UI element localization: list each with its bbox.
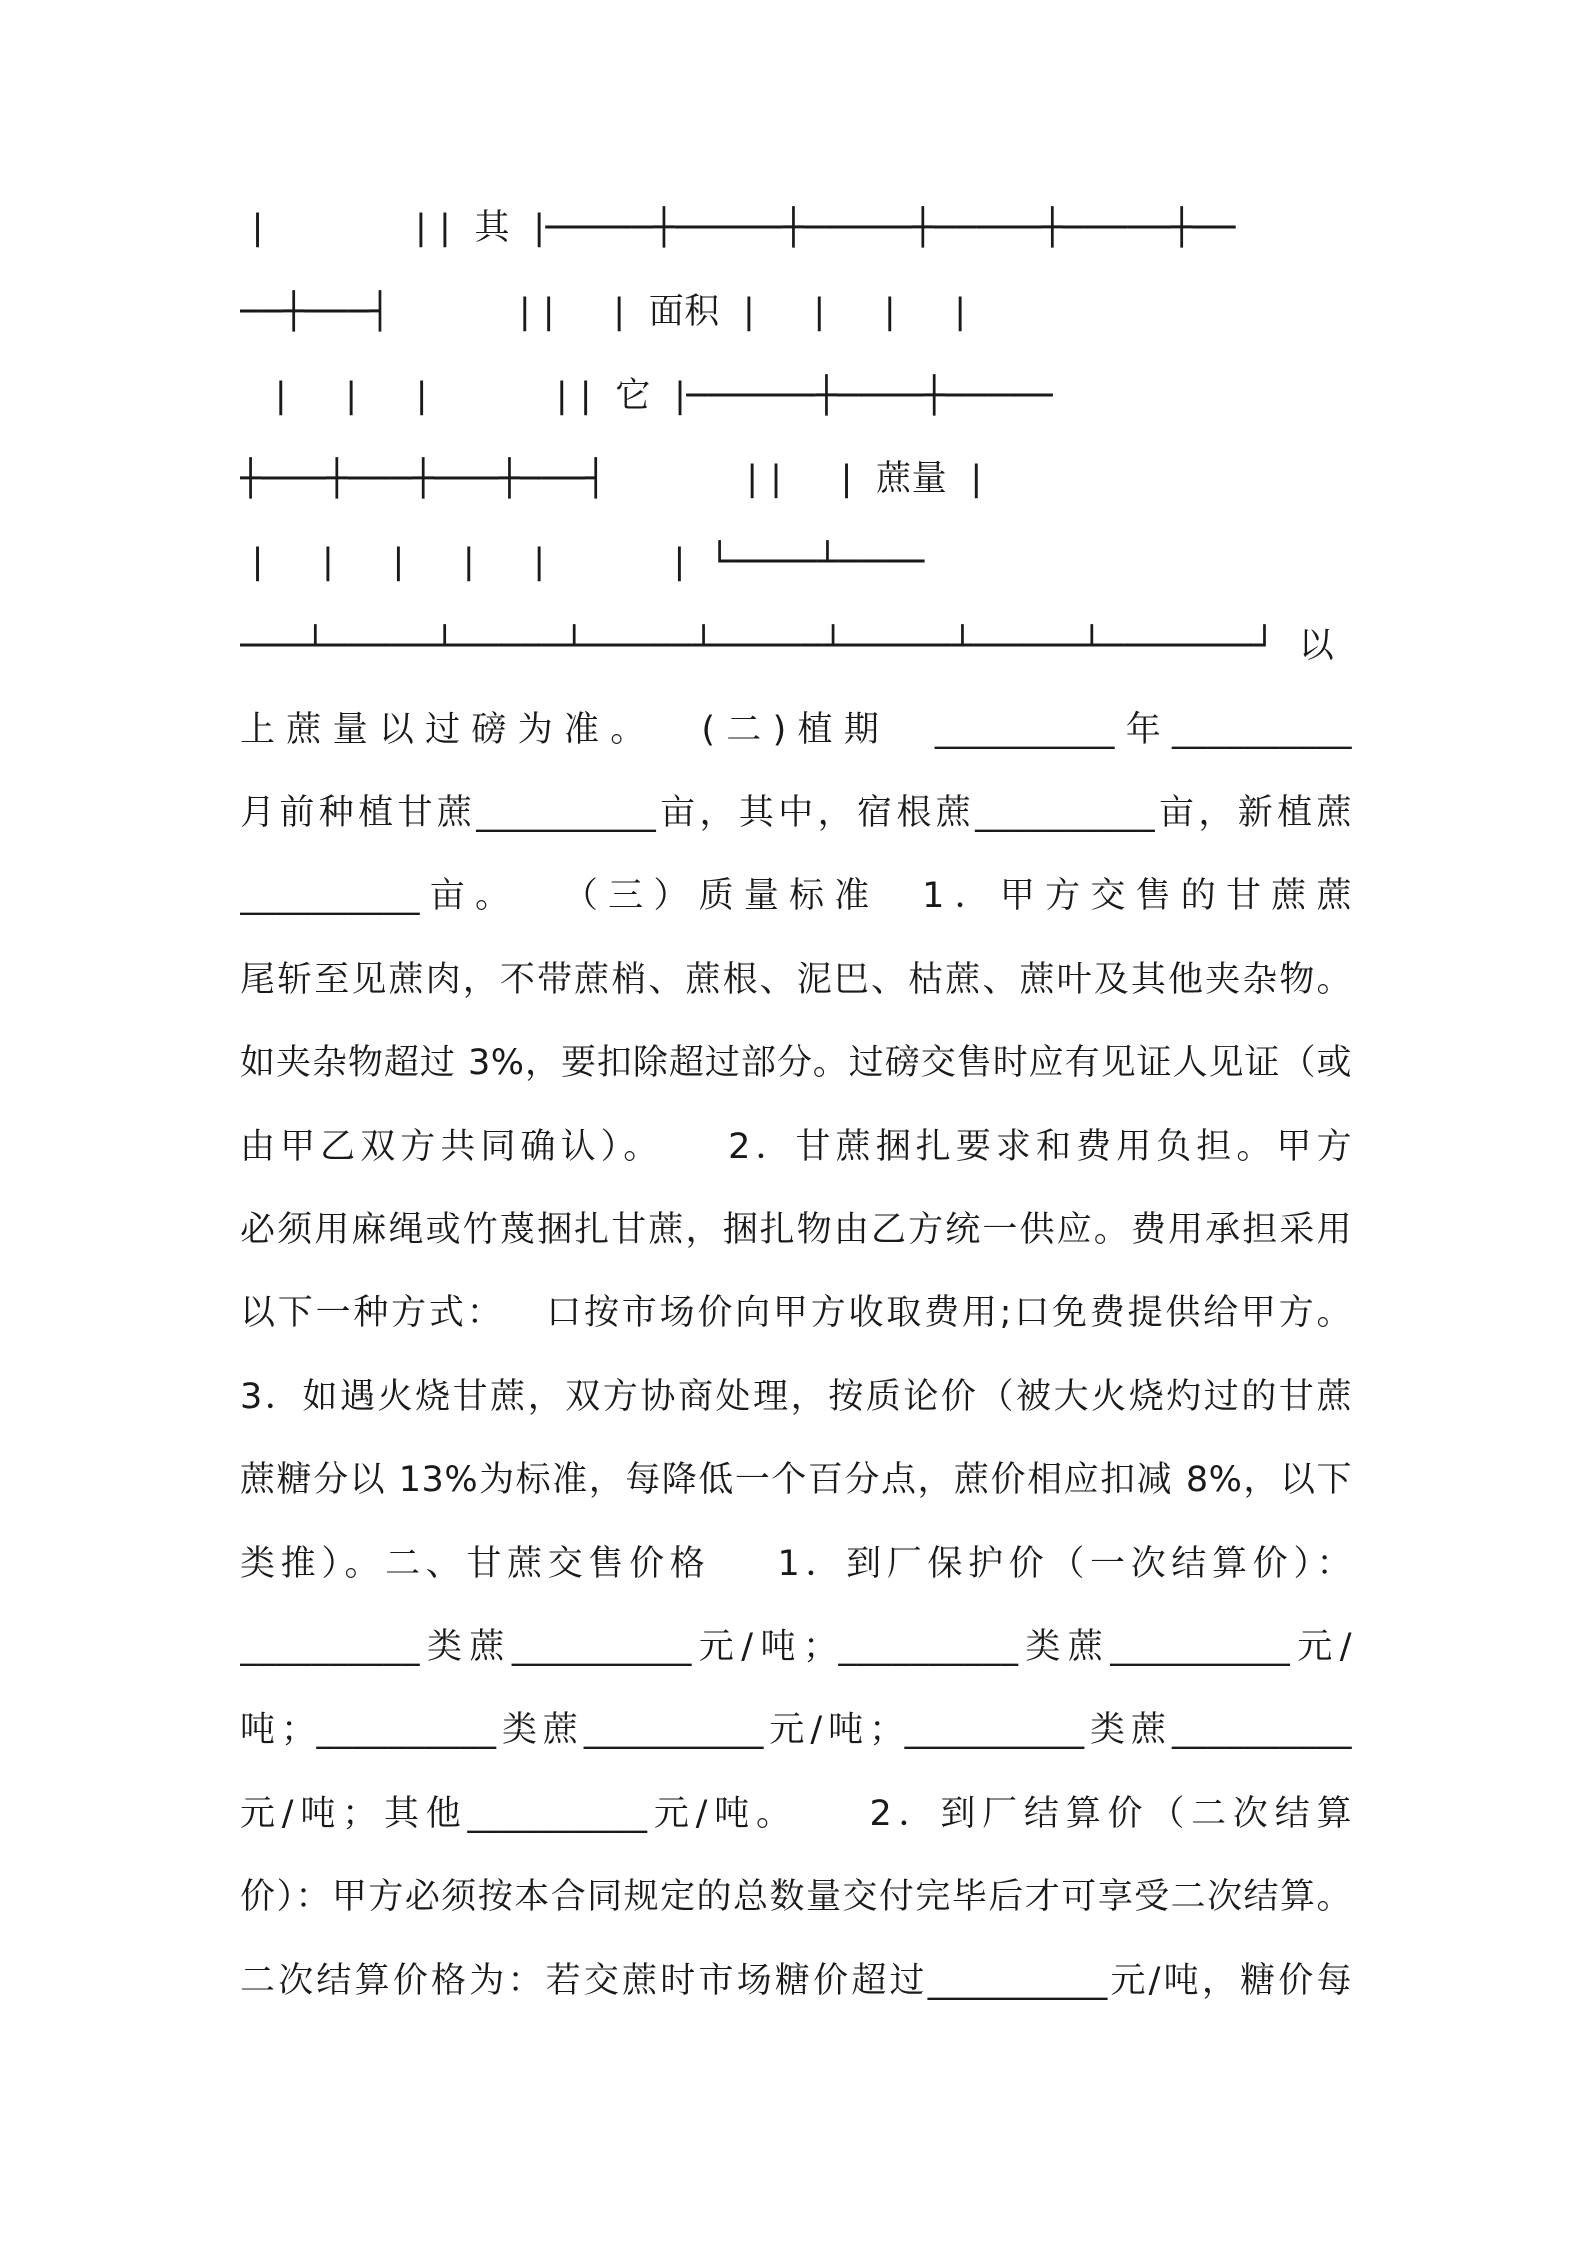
- text-line: 元/吨；其他__________元/吨。 2．到厂结算价（二次结算: [240, 1794, 1352, 1834]
- text-line: 以下一种方式： 口按市场价向甲方收取费用;口免费提供给甲方。: [240, 1293, 1352, 1333]
- text-line: 二次结算价格为：若交蔗时市场糖价超过__________元/吨，糖价每: [240, 1961, 1352, 2001]
- table-row-3: | | | | | 它 |──────┼────┼─────: [240, 376, 1054, 416]
- text-line: 类推）。二、甘蔗交售价格 1．到厂保护价（一次结算价）：: [240, 1544, 1352, 1584]
- table-row-4: ┼───┼───┼───┼───┤ | | | 蔗量 |: [240, 459, 983, 499]
- table-row-6: ───┴─────┴─────┴─────┴─────┴─────┴─────┴───────┘ 以: [240, 626, 1335, 666]
- table-row-2: ──┼───┤ | | | 面积 | | | |: [240, 292, 967, 332]
- table-row-5: | | | | | | └────┴────: [240, 542, 925, 582]
- text-line: 蔗糖分以 13%为标准，每降低一个百分点，蔗价相应扣减 8%，以下: [240, 1460, 1352, 1500]
- text-line: __________类蔗__________元/吨；__________类蔗__________元/: [240, 1627, 1352, 1667]
- text-line: 月前种植甘蔗__________亩，其中，宿根蔗__________亩，新植蔗: [240, 793, 1352, 833]
- table-row-1: | | | 其 |─────┼─────┼─────┼─────┼─────┼──: [240, 208, 1236, 248]
- text-line: __________亩。 （三）质量标准 1．甲方交售的甘蔗蔗: [240, 876, 1352, 916]
- text-line: 尾斩至见蔗肉，不带蔗梢、蔗根、泥巴、枯蔗、蔗叶及其他夹杂物。: [240, 960, 1352, 1000]
- text-line: 3．如遇火烧甘蔗，双方协商处理，按质论价（被大火烧灼过的甘蔗: [240, 1377, 1352, 1417]
- text-line: 吨；__________类蔗__________元/吨；__________类蔗__________: [240, 1710, 1352, 1750]
- text-line: 上蔗量以过磅为准。 (二)植期 __________年__________: [240, 710, 1352, 750]
- text-line: 必须用麻绳或竹蔑捆扎甘蔗，捆扎物由乙方统一供应。费用承担采用: [240, 1210, 1352, 1250]
- text-line: 由甲乙双方共同确认）。 2．甘蔗捆扎要求和费用负担。甲方: [240, 1127, 1352, 1167]
- text-line: 价）：甲方必须按本合同规定的总数量交付完毕后才可享受二次结算。: [240, 1877, 1352, 1917]
- text-line: 如夹杂物超过 3%，要扣除超过部分。过磅交售时应有见证人见证（或: [240, 1043, 1352, 1083]
